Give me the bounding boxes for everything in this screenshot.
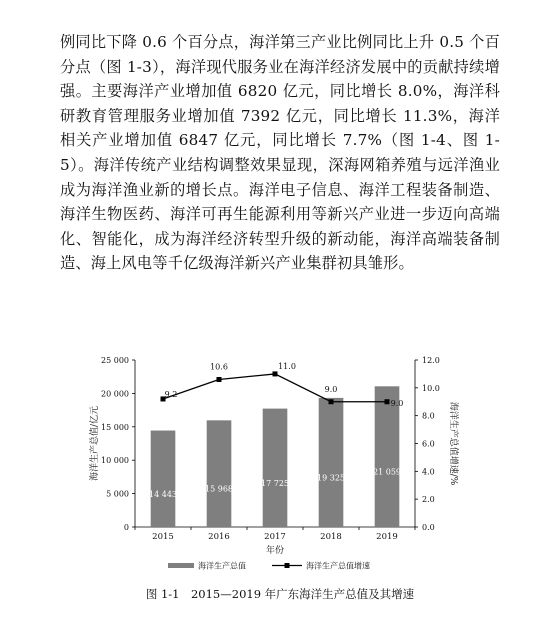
line-point (385, 399, 390, 404)
left-tick-label: 20 000 (101, 389, 129, 399)
x-tick-label: 2016 (208, 532, 230, 542)
line-value-label: 9.0 (324, 384, 338, 394)
bar-value-label: 19 325 (317, 473, 345, 483)
right-tick-label: 10.0 (422, 383, 440, 393)
legend-bar-label: 海洋生产总值 (198, 561, 246, 571)
combo-chart (80, 350, 480, 580)
line-point (273, 371, 278, 376)
bar-value-label: 17 725 (261, 478, 289, 488)
line-value-label: 9.0 (390, 398, 404, 408)
paragraph-text: 例同比下降 0.6 个百分点，海洋第三产业比例同比上升 0.5 个百分点（图 1-3），海洋现代服务业在海洋经济发展中的贡献持续增强。主要海洋产业增加值 6820 亿元，同比增长 8.0%，海洋科研教育管理服务业增加值 7392 亿元，同比增长 11.3%，海洋相关产业增加值 6847 亿元，同比增长 7.7%（图 1-4、图 1-5）。海洋传统产业结构调整效果显现，深海网箱养殖与远洋渔业成为海洋渔业新的增长点。海洋电子信息、海洋工程装备制造、海洋生物医药、海洋可再生能源利用等新兴产业进一步迈向高端化、智能化，成为海洋经济转型升级的新动能，海洋高端装备制造、海上风电等千亿级海洋新兴产业集群初具雏形。 (60, 33, 500, 273)
right-tick-label: 4.0 (422, 467, 435, 477)
line-value-label: 11.0 (278, 361, 296, 371)
line-value-label: 10.6 (210, 362, 228, 372)
left-tick-label: 15 000 (101, 422, 129, 432)
line-point (329, 399, 334, 404)
x-axis-title: 年份 (265, 546, 285, 556)
left-axis-title: 海洋生产总值/亿元 (90, 405, 100, 482)
x-tick-label: 2017 (264, 532, 286, 542)
legend-bar-swatch (168, 563, 194, 568)
growth-line (163, 374, 387, 402)
legend-line-marker (285, 563, 290, 568)
right-axis-title: 海洋生产总值增速/% (448, 401, 458, 486)
right-tick-label: 0.0 (422, 523, 435, 532)
line-value-label: 9.2 (164, 389, 178, 399)
chart-bars (151, 386, 400, 527)
right-tick-label: 8.0 (422, 411, 435, 421)
bar-value-label: 15 968 (205, 484, 233, 494)
right-tick-label: 2.0 (422, 495, 435, 505)
bar (263, 409, 288, 527)
bar (207, 420, 232, 527)
left-tick-label: 0 (123, 523, 129, 532)
x-tick-label: 2019 (376, 532, 398, 542)
bar-value-label: 21 059 (373, 467, 401, 477)
right-tick-label: 12.0 (422, 356, 440, 365)
line-point (217, 377, 222, 382)
x-tick-label: 2018 (320, 532, 342, 542)
figure-caption: 图 1-1 2015—2019 年广东海洋生产总值及其增速 (145, 587, 415, 601)
right-tick-label: 6.0 (422, 439, 435, 449)
chart-legend (168, 561, 370, 571)
bar-value-label: 14 443 (149, 489, 177, 499)
x-tick-label: 2015 (152, 532, 174, 542)
left-tick-label: 10 000 (101, 456, 129, 466)
bar (151, 431, 176, 527)
left-tick-label: 5 000 (106, 489, 129, 499)
chart-line (161, 371, 390, 404)
legend-line-label: 海洋生产总值增速 (306, 561, 370, 571)
body-paragraph (60, 30, 500, 276)
left-tick-label: 25 000 (101, 356, 129, 365)
bar (319, 398, 344, 527)
chart (80, 350, 480, 584)
